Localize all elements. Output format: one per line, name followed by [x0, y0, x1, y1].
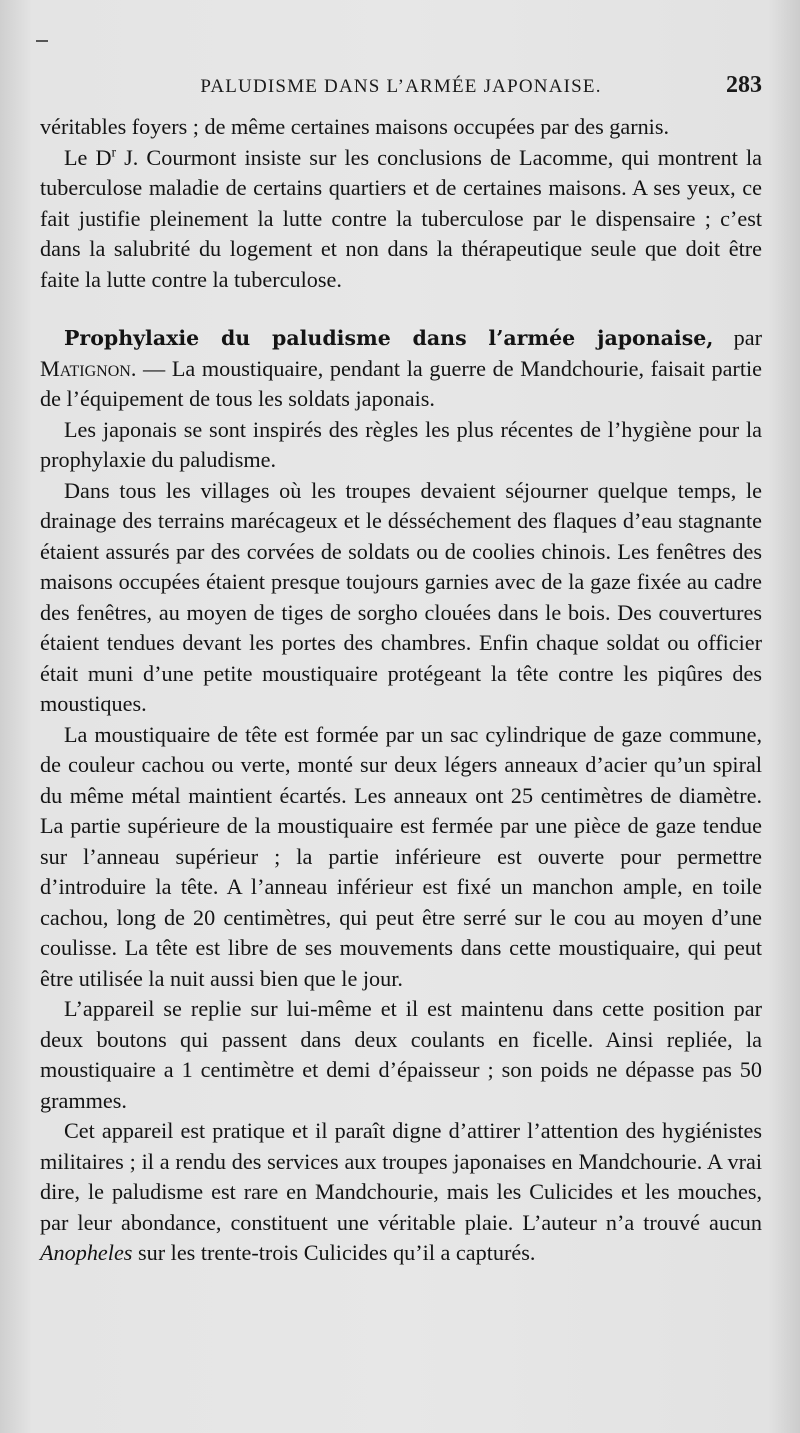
paragraph-courmont: [40, 143, 762, 296]
paragraph-section-heading: [40, 323, 762, 415]
running-title: PALUDISME DANS L’ARMÉE JAPONAISE.: [200, 76, 602, 97]
page-number: 283: [726, 72, 762, 98]
text-run: sur les trente-trois Culicides qu’il a capturés.: [132, 1240, 536, 1265]
text-run: J. Courmont insiste sur les conclusions de Lacomme, qui montrent la tuberculose maladie de certains quartiers et de certaines maisons. A ses yeux, ce fait justifie pleinement la lutte contre la tuberculose par le dispensaire ; c’est dans la salubrité du logement et non dans la thérapeutique seule que doit être faite la lutte contre la tuberculose.: [40, 144, 762, 292]
paragraph-hygiene: Les japonais se sont inspirés des règles les plus récentes de l’hygiène pour la prophylaxie du paludisme.: [40, 416, 762, 472]
text-run: — La moustiquaire, pendant la guerre de Mandchourie, faisait partie de l’équipement de tous les soldats japonais.: [40, 355, 762, 411]
text-run: Le D: [64, 144, 112, 170]
section-heading: Prophylaxie du paludisme dans l’armée japonaise,: [64, 326, 714, 350]
superscript: r: [111, 144, 117, 160]
paragraph-continuation: véritables foyers ; de même certaines maisons occupées par des garnis.: [40, 114, 670, 139]
body-text: [40, 112, 762, 1269]
text-run: Cet appareil est pratique et il paraît digne d’attirer l’attention des hygiénistes militaires ; il a rendu des services aux troupes japonaises en Mandchourie. A vrai dire, le paludisme est rare en Mandchourie, mais les Culicides et les mouches, par leur abondance, constituent une véritable plaie. L’auteur n’a trouvé aucun: [40, 1118, 762, 1235]
text-run: par: [713, 325, 762, 350]
species-name: Anopheles: [40, 1240, 133, 1265]
margin-mark: [36, 40, 48, 42]
paragraph-appareil: L’appareil se replie sur lui-même et il est maintenu dans cette position par deux boutons qui passent dans deux coulants en ficelle. Ainsi repliée, la moustiquaire a 1 centimètre et demi d’épaisseur ; son poids ne dépasse pas 50 grammes.: [40, 996, 762, 1113]
paragraph-villages: Dans tous les villages où les troupes devaient séjourner quelque temps, le drainage des terrains marécageux et le désséchement des flaques d’eau stagnante étaient assurés par des corvées de soldats ou de coolies chinois. Les fenêtres des maisons occupées étaient presque toujours garnies avec de la gaze fixée au cadre des fenêtres, au moyen de tiges de sorgho clouées dans le bois. Des couvertures étaient tendues devant les portes des chambres. Enfin chaque soldat ou officier était muni d’une petite moustiquaire protégeant la tête contre les piqûres des moustiques.: [40, 477, 762, 716]
running-head: [40, 72, 762, 102]
paragraph-conclusion: [40, 1116, 762, 1269]
author-name: Matignon.: [40, 355, 137, 381]
paragraph-moustiquaire: La moustiquaire de tête est formée par un sac cylindrique de gaze commune, de couleur cachou ou verte, monté sur deux légers anneaux d’acier qu’un spiral du même métal maintient écartés. Les anneaux ont 25 centimètres de diamètre. La partie supérieure de la moustiquaire est fermée par une pièce de gaze tendue sur l’anneau supérieur ; la partie inférieure est ouverte pour permettre d’introduire la tête. A l’anneau inférieur est fixé un manchon ample, en toile cachou, long de 20 centimètres, qui peut être serré sur le cou au moyen d’une coulisse. La tête est libre de ses mouvements dans cette moustiquaire, qui peut être utilisée la nuit aussi bien que le jour.: [40, 721, 762, 991]
